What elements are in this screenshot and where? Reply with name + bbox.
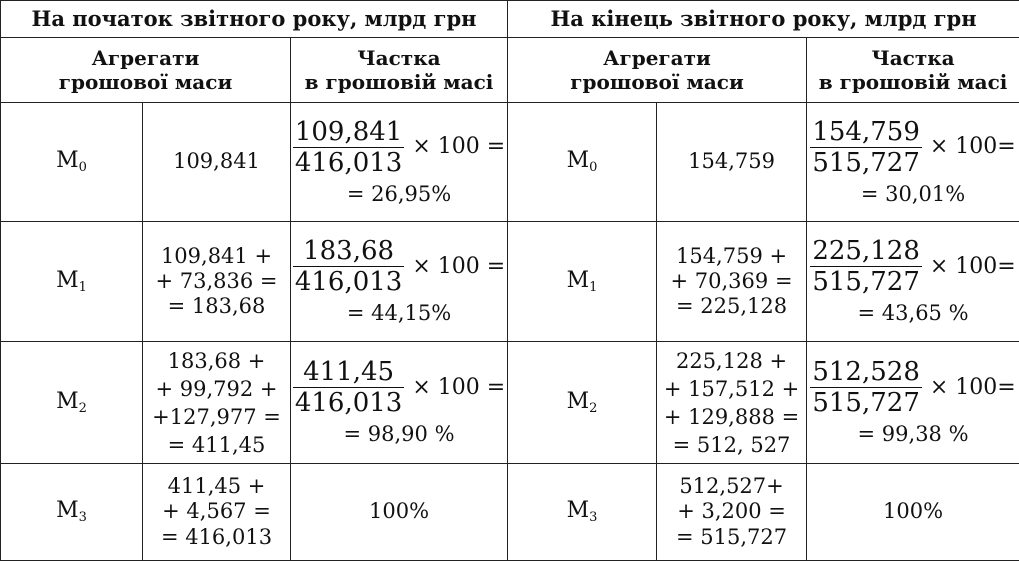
table-row-m0 <box>1 103 1019 222</box>
start-share-result: = 26,95% <box>291 182 507 207</box>
start-aggregate-calc: 109,841 + + 73,836 = = 183,68 <box>143 222 291 342</box>
end-share-result: = 43,65 % <box>807 301 1019 326</box>
header-start-of-year: На початок звітного року, млрд грн <box>1 1 508 38</box>
aggregate-label: $М_1$ <box>1 222 143 342</box>
end-aggregate-calc: 225,128 + + 157,512 + + 129,888 = = 512, 527 <box>657 342 807 464</box>
start-share-cell: $\frac{183,68}{416,013}$ × 100 = = 44,15% <box>291 222 508 342</box>
start-share-fraction: $\frac{109,841}{416,013}$ <box>293 117 405 178</box>
start-share-result: = 44,15% <box>291 301 507 326</box>
subheader-end-aggregates: Агрегати грошової маси <box>508 38 807 103</box>
end-share-cell: 100% <box>807 464 1019 561</box>
start-share-cell: $\frac{411,45}{416,013}$ × 100 = = 98,90 % <box>291 342 508 464</box>
aggregate-label: $М_3$ <box>1 464 143 561</box>
end-share-fraction: $\frac{512,528}{515,727}$ <box>810 357 922 418</box>
start-share-cell: 100% <box>291 464 508 561</box>
end-share-result: = 30,01% <box>807 182 1019 207</box>
start-aggregate-calc: 109,841 <box>143 103 291 222</box>
start-aggregate-calc: 411,45 + + 4,567 = = 416,013 <box>143 464 291 561</box>
end-share-fraction: $\frac{225,128}{515,727}$ <box>810 236 922 297</box>
end-share-cell: $\frac{154,759}{515,727}$ × 100= = 30,01% <box>807 103 1019 222</box>
table-row-m3 <box>1 464 1019 561</box>
aggregate-label: $М_3$ <box>508 464 657 561</box>
end-share-result: = 99,38 % <box>807 422 1019 447</box>
table-row-m2 <box>1 342 1019 464</box>
aggregate-label: $М_0$ <box>1 103 143 222</box>
start-share-fraction: $\frac{411,45}{416,013}$ <box>293 357 405 418</box>
start-aggregate-calc: 183,68 + + 99,792 + +127,977 = = 411,45 <box>143 342 291 464</box>
subheader-end-share: Частка в грошовій масі <box>807 38 1019 103</box>
end-aggregate-calc: 512,527+ + 3,200 = = 515,727 <box>657 464 807 561</box>
table-row-m1 <box>1 222 1019 342</box>
subheader-start-aggregates: Агрегати грошової маси <box>1 38 291 103</box>
end-share-fraction: $\frac{154,759}{515,727}$ <box>810 117 922 178</box>
end-aggregate-calc: 154,759 <box>657 103 807 222</box>
end-share-cell: $\frac{225,128}{515,727}$ × 100= = 43,65 % <box>807 222 1019 342</box>
subheader-row <box>1 38 1019 103</box>
aggregate-label: $М_2$ <box>508 342 657 464</box>
start-share-result: = 98,90 % <box>291 422 507 447</box>
end-aggregate-calc: 154,759 + + 70,369 = = 225,128 <box>657 222 807 342</box>
end-share-cell: $\frac{512,528}{515,727}$ × 100= = 99,38 % <box>807 342 1019 464</box>
start-share-cell: $\frac{109,841}{416,013}$ × 100 = = 26,95% <box>291 103 508 222</box>
start-share-fraction: $\frac{183,68}{416,013}$ <box>293 236 405 297</box>
header-row <box>1 1 1019 38</box>
aggregate-label: $М_2$ <box>1 342 143 464</box>
aggregate-label: $М_0$ <box>508 103 657 222</box>
subheader-start-share: Частка в грошовій масі <box>291 38 508 103</box>
header-end-of-year: На кінець звітного року, млрд грн <box>508 1 1019 38</box>
aggregate-label: $М_1$ <box>508 222 657 342</box>
